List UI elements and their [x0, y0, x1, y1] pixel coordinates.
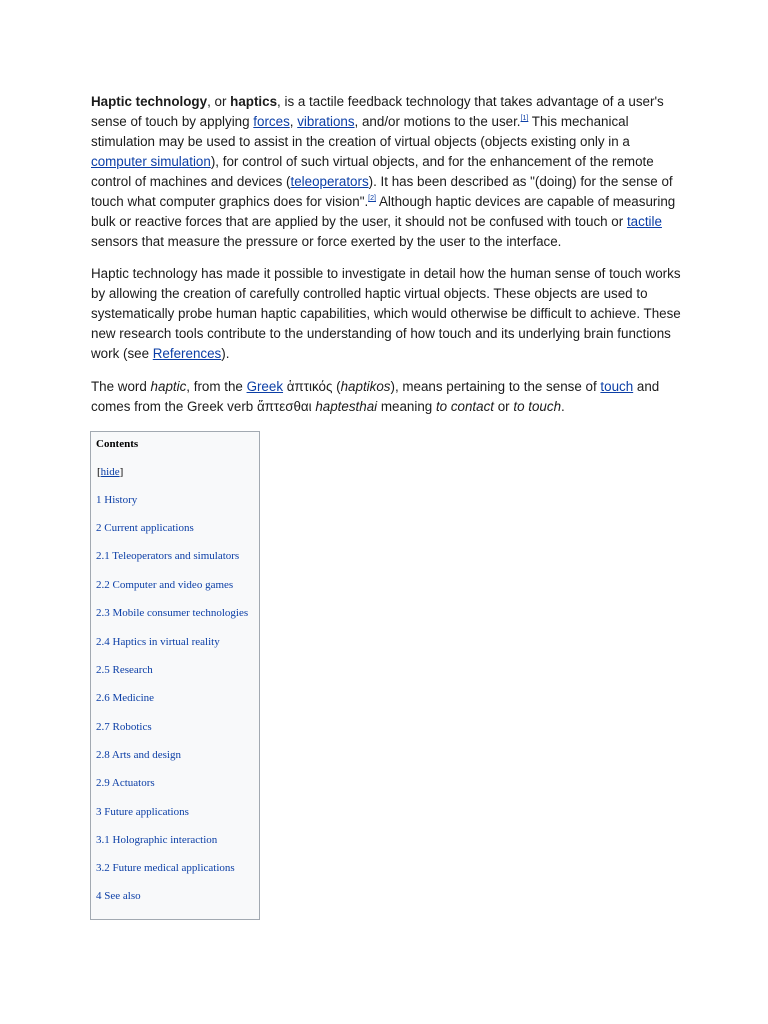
intro-paragraph: Haptic technology, or haptics, is a tactile feedback technology that takes advantage of a user's sense of touch by applying forces, vibrations, and/or motions to the user.[1] This mechanical stimulation may be used to assist in the creation of virtual objects (objects existing only in a computer simulation), for control of such virtual objects, and for the enhancement of the remote control of machines and devices (teleoperators). It has been described as "(doing) for the sense of touch what computer graphics does for vision".[2] Although haptic devices are capable of measuring bulk or reactive forces that are applied by the user, it should not be confused with touch or tactile sensors that measure the pressure or force exerted by the user to the interface. [91, 94, 676, 249]
research-paragraph: Haptic technology has made it possible to investigate in detail how the human sense of touch works by allowing the creation of carefully controlled haptic virtual objects. These objects are used to systematically probe human haptic capabilities, which would otherwise be difficult to achieve. These new research tools contribute to the understanding of how touch and its underlying brain functions work (see References). [91, 266, 681, 361]
toc-item-future-applications[interactable]: 3 Future applications [96, 806, 189, 818]
toc-item-medicine[interactable]: 2.6 Medicine [96, 692, 155, 704]
toc-item-robotics[interactable]: 2.7 Robotics [96, 721, 152, 733]
link-vibrations[interactable]: vibrations [297, 114, 355, 129]
term-haptics: haptics [230, 94, 278, 109]
toc-item-actuators[interactable]: 2.9 Actuators [96, 777, 155, 789]
toc-item-current-applications[interactable]: 2 Current applications [96, 522, 194, 534]
toc-item-see-also[interactable]: 4 See also [96, 890, 141, 902]
toc-item-virtual-reality[interactable]: 2.4 Haptics in virtual reality [96, 636, 220, 648]
citation-2[interactable]: [2] [368, 195, 376, 202]
term-haptic-technology: Haptic technology [91, 94, 208, 109]
link-computer-simulation[interactable]: computer simulation [91, 154, 211, 169]
toc-hide-toggle: [hide] [97, 466, 124, 478]
link-teleoperators[interactable]: teleoperators [290, 174, 369, 189]
toc-item-mobile-consumer[interactable]: 2.3 Mobile consumer technologies [96, 607, 249, 619]
toc-item-arts-design[interactable]: 2.8 Arts and design [96, 749, 181, 761]
toc-item-research[interactable]: 2.5 Research [96, 664, 153, 676]
toc-item-holographic[interactable]: 3.1 Holographic interaction [96, 834, 218, 846]
link-greek[interactable]: Greek [246, 379, 284, 394]
etymology-paragraph: The word haptic, from the Greek ἁπτικός (haptikos), means pertaining to the sense of touch and comes from the Greek verb ἅπτεσθαι haptesthai meaning to contact or to touch. [91, 379, 660, 414]
toc-hide-link[interactable]: hide [100, 466, 120, 478]
link-references[interactable]: References [152, 346, 222, 361]
link-tactile[interactable]: tactile [626, 214, 662, 229]
citation-1[interactable]: [1] [520, 115, 529, 122]
toc-title: Contents [96, 438, 139, 450]
toc-item-history[interactable]: 1 History [96, 494, 138, 506]
link-forces[interactable]: forces [253, 114, 290, 129]
link-touch[interactable]: touch [600, 379, 634, 394]
toc-item-future-medical[interactable]: 3.2 Future medical applications [96, 862, 235, 874]
toc-item-computer-video-games[interactable]: 2.2 Computer and video games [96, 579, 234, 591]
table-of-contents [90, 431, 260, 920]
toc-item-teleoperators[interactable]: 2.1 Teleoperators and simulators [96, 550, 240, 562]
